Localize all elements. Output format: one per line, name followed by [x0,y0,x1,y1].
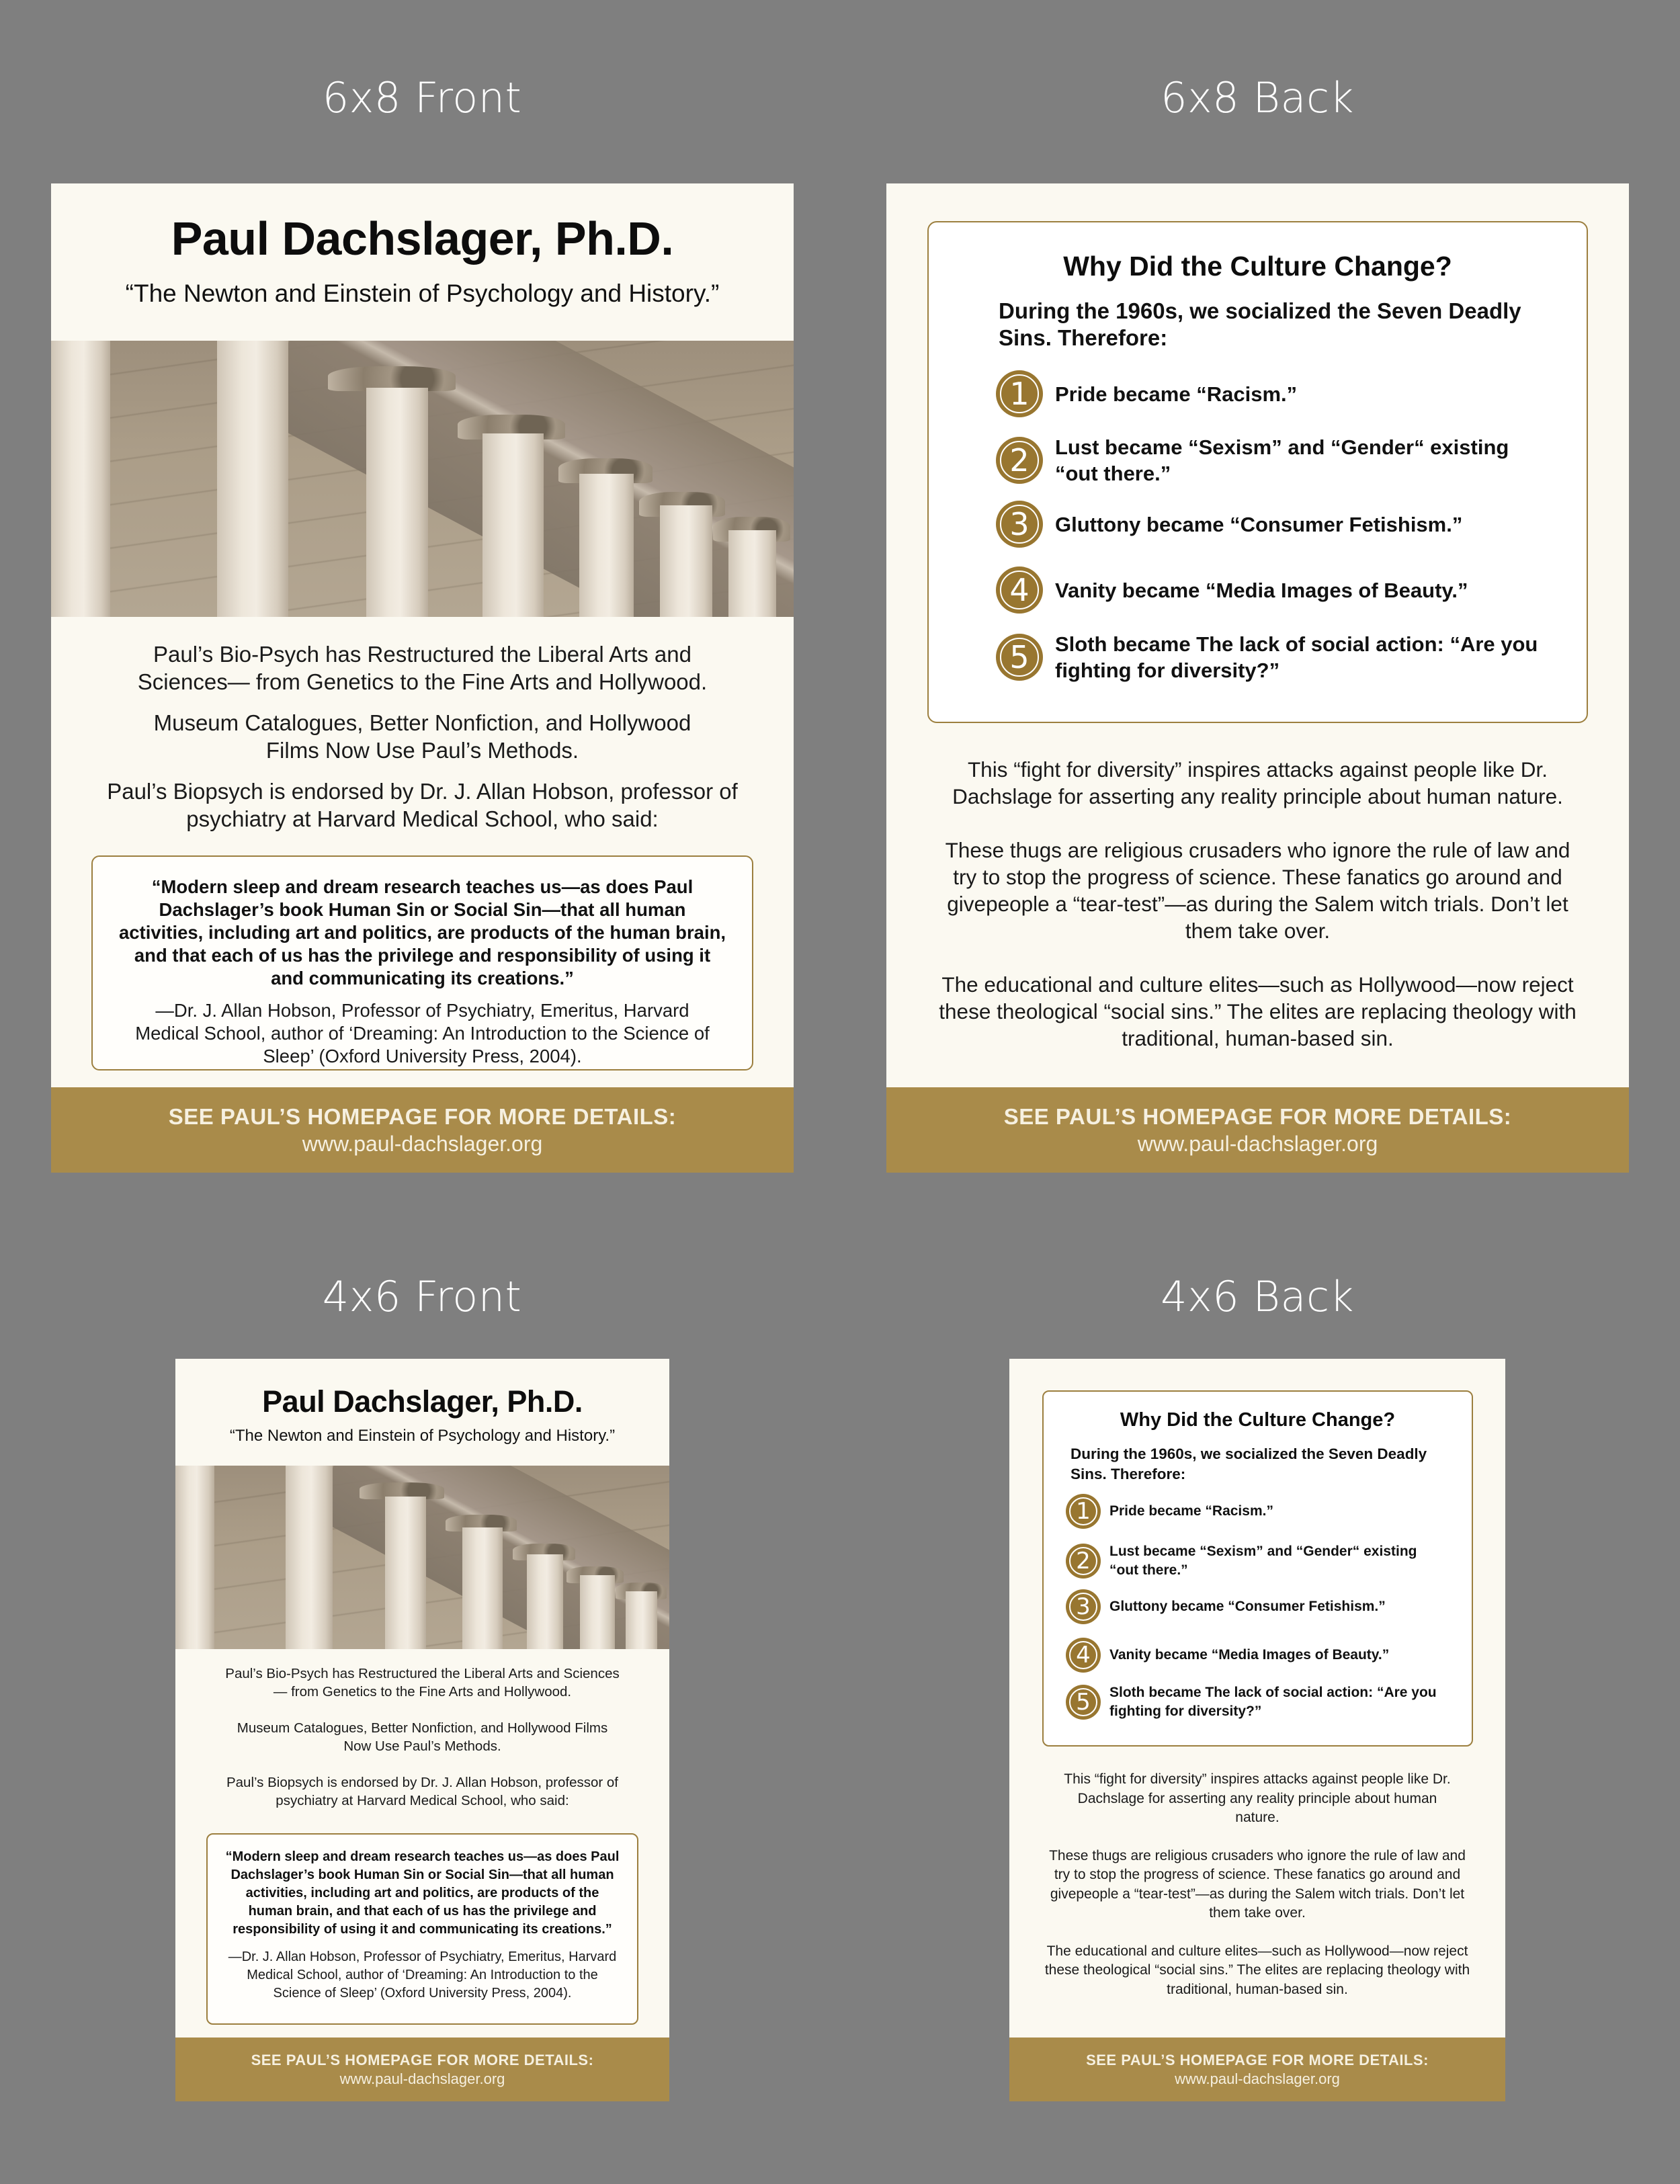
footer-heading: SEE PAUL’S HOMEPAGE FOR MORE DETAILS: [251,2051,594,2068]
list-item [1066,1589,1445,1624]
number-badge-2-icon: 2 [1066,1544,1101,1579]
front-body [51,640,794,833]
body-paragraph-1: Paul’s Bio-Psych has Restructured the Liberal Arts and Sciences— from Genetics to the Fine Arts and Hollywood. [137,642,708,694]
label-4x6-back: 4x6 Back [1161,1272,1354,1321]
number-badge-5-icon: 5 [1066,1685,1101,1720]
list-item-text: Sloth became The lack of social action: “Are you fighting for diversity?” [1109,1685,1437,1719]
footer-band [1009,2038,1505,2101]
back-body [886,756,1629,1052]
number-badge-5-icon: 5 [996,634,1043,681]
homepage-link[interactable]: www.paul-dachslager.org [339,2070,505,2087]
list-item [996,631,1552,683]
list-item-text: Pride became “Racism.” [1109,1503,1273,1519]
number-badge-3-icon: 3 [996,501,1043,548]
card-6x8-front [51,183,794,1173]
footer-heading: SEE PAUL’S HOMEPAGE FOR MORE DETAILS: [1003,1103,1512,1129]
body-paragraph-2: Museum Catalogues, Better Nonfiction, and Hollywood Films Now Use Paul’s Methods. [153,710,691,763]
columns-photo [51,341,794,617]
number-badge-2-icon: 2 [996,437,1043,484]
endorsement-quote: “Modern sleep and dream research teaches us—as does Paul Dachslager’s book Human Sin or Social Sin—that all human activities, including art and politics, are products of the human brain, and that each of us has the privilege and responsibility of using it and communicating its creations.” [225,1849,620,1937]
list-item-text: Gluttony became “Consumer Fetishism.” [1055,512,1463,536]
list-item [1066,1683,1459,1721]
front-header [175,1359,669,1466]
author-name: Paul Dachslager, Ph.D. [262,1384,583,1419]
list-item-text: Vanity became “Media Images of Beauty.” [1109,1647,1390,1663]
culture-change-box [927,221,1588,723]
back-body [1009,1770,1505,1999]
label-4x6-front: 4x6 Front [322,1272,522,1321]
list-item [996,501,1539,548]
front-header [51,183,794,341]
number-badge-1-icon: 1 [1066,1494,1101,1529]
label-6x8-back: 6x8 Back [1161,73,1354,122]
footer-band [51,1087,794,1173]
quote-attribution: —Dr. J. Allan Hobson, Professor of Psychiatry, Emeritus, Harvard Medical School, author of ‘Dreaming: An Introduction to the Science of Sleep’ (Oxford University Press, 2004). [135,1000,710,1066]
body-paragraph-1: Paul’s Bio-Psych has Restructured the Liberal Arts and Sciences— from Genetics to the Fine Arts and Hollywood. [225,1666,620,1699]
homepage-link[interactable]: www.paul-dachslager.org [302,1131,543,1156]
list-item-text: Vanity became “Media Images of Beauty.” [1055,578,1468,602]
back-paragraph-3: The educational and culture elites—such as Hollywood—now reject these theological “social sins.” The elites are replacing theology with traditional, human-based sin. [939,972,1577,1050]
body-paragraph-3: Paul’s Biopsych is endorsed by Dr. J. Allan Hobson, professor of psychiatry at Harvard Medical School, who said: [107,779,738,831]
list-item [1066,1638,1445,1673]
card-4x6-back [1009,1359,1505,2101]
back-paragraph-2: These thugs are religious crusaders who ignore the rule of law and try to stop the progress of science. These fanatics go around and givepeople a “tear-test”—as during the Salem witch trials. Don’t let them take over. [945,838,1570,943]
footer-heading: SEE PAUL’S HOMEPAGE FOR MORE DETAILS: [168,1103,677,1129]
body-paragraph-3: Paul’s Biopsych is endorsed by Dr. J. Allan Hobson, professor of psychiatry at Harvard Medical School, who said: [226,1775,619,1808]
homepage-link[interactable]: www.paul-dachslager.org [1175,2070,1340,2087]
number-badge-1-icon: 1 [996,370,1043,417]
card-6x8-back [886,183,1629,1173]
list-item [1066,1542,1439,1580]
tagline: “The Newton and Einstein of Psychology and History.” [125,280,720,307]
list-item-text: Sloth became The lack of social action: “Are you fighting for diversity?” [1055,632,1538,682]
endorsement-quote: “Modern sleep and dream research teaches us—as does Paul Dachslager’s book Human Sin or Social Sin—that all human activities, including art and politics, are products of the human brain, and that each of us has the privilege and responsibility of using it and communicating its creations.” [118,876,726,989]
back-paragraph-1: This “fight for diversity” inspires attacks against people like Dr. Dachslage for asserting any reality principle about human nature. [1064,1771,1451,1825]
number-badge-3-icon: 3 [1066,1589,1101,1624]
card-4x6-front [175,1359,669,2101]
number-badge-4-icon: 4 [996,566,1043,614]
box-intro: During the 1960s, we socialized the Seven Deadly Sins. Therefore: [1070,1445,1427,1482]
list-item-text: Lust became “Sexism” and “Gender“ existing “out there.” [1109,1544,1417,1578]
box-title: Why Did the Culture Change? [1063,251,1452,282]
body-paragraph-2: Museum Catalogues, Better Nonfiction, and Hollywood Films Now Use Paul’s Methods. [237,1720,608,1754]
footer-band [175,2038,669,2101]
label-6x8-front: 6x8 Front [322,73,522,122]
author-name: Paul Dachslager, Ph.D. [171,212,674,265]
list-item-text: Gluttony became “Consumer Fetishism.” [1109,1599,1386,1614]
endorsement-quote-box [206,1833,638,2025]
list-item-text: Pride became “Racism.” [1055,382,1298,406]
footer-band [886,1087,1629,1173]
number-badge-4-icon: 4 [1066,1638,1101,1673]
list-item [996,370,1539,417]
tagline: “The Newton and Einstein of Psychology and History.” [229,1427,616,1445]
list-item [996,566,1539,614]
endorsement-quote-box [91,855,753,1070]
front-body [175,1665,669,1810]
box-intro: During the 1960s, we socialized the Seven Deadly Sins. Therefore: [999,298,1521,350]
box-title: Why Did the Culture Change? [1120,1409,1396,1431]
back-paragraph-2: These thugs are religious crusaders who ignore the rule of law and try to stop the progress of science. These fanatics go around and givepeople a “tear-test”—as during the Salem witch trials. Don’t let them take over. [1049,1847,1466,1921]
list-item-text: Lust became “Sexism” and “Gender“ existing “out there.” [1055,435,1509,485]
columns-photo [175,1466,669,1649]
back-paragraph-3: The educational and culture elites—such as Hollywood—now reject these theological “social sins.” The elites are replacing theology with traditional, human-based sin. [1044,1943,1470,1997]
list-item [996,434,1525,487]
back-paragraph-1: This “fight for diversity” inspires attacks against people like Dr. Dachslage for asserting any reality principle about human nature. [952,757,1563,808]
quote-attribution: —Dr. J. Allan Hobson, Professor of Psychiatry, Emeritus, Harvard Medical School, author of ‘Dreaming: An Introduction to the Science of Sleep’ (Oxford University Press, 2004). [228,1949,617,2001]
list-item [1066,1494,1445,1529]
footer-heading: SEE PAUL’S HOMEPAGE FOR MORE DETAILS: [1086,2051,1429,2068]
homepage-link[interactable]: www.paul-dachslager.org [1137,1131,1378,1156]
culture-change-box [1042,1390,1473,1747]
